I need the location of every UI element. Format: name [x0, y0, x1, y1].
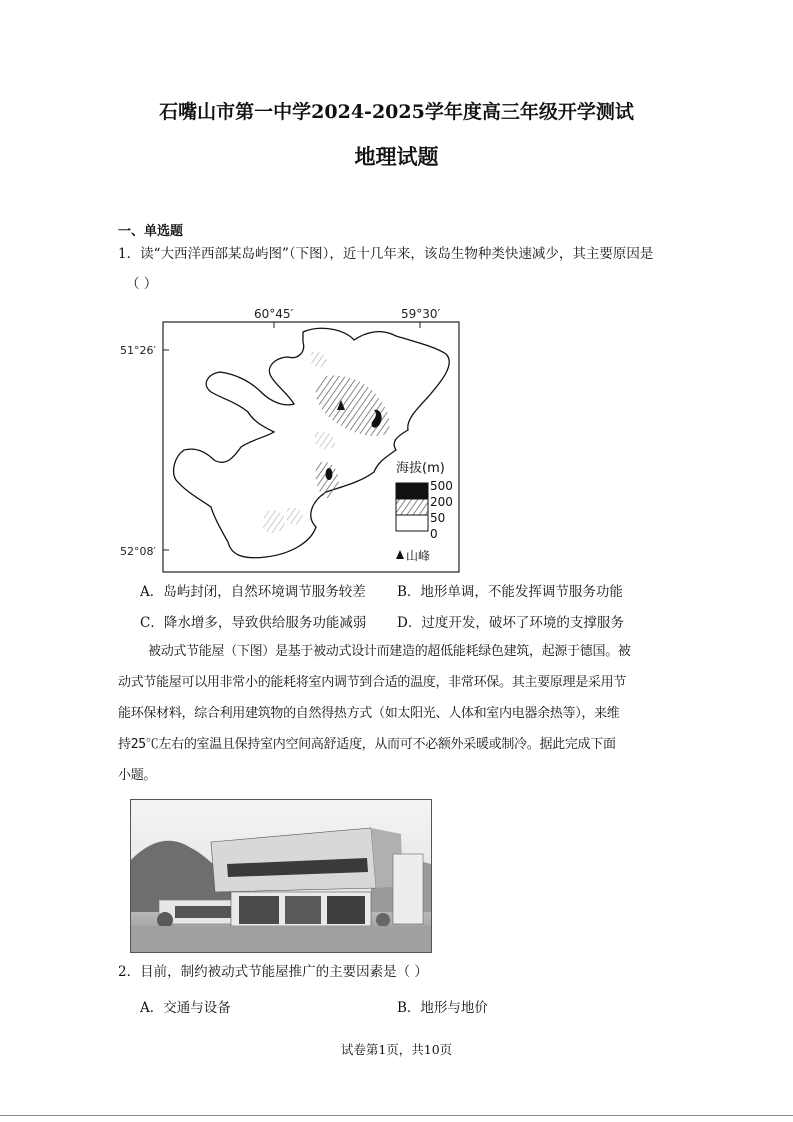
subject-title: 地理试题 [354, 144, 439, 169]
page-footer: 试卷第1页，共10页 [340, 1042, 453, 1057]
passage-line-3: 能环保材料，综合利用建筑物的自然得热方式（如太阳光、人体和室内电器余热等），来维 [118, 706, 620, 721]
lat-label-top: 51°26′ [120, 344, 156, 357]
summit-black-2 [326, 468, 333, 480]
shrub [157, 912, 173, 928]
passage-line-5: 小题。 [118, 768, 157, 783]
passive-house-photo [130, 799, 432, 953]
legend-level-50: 50 [430, 511, 446, 525]
lat-label-bottom: 52°08′ [120, 545, 156, 558]
legend-peak-label: 山峰 [406, 549, 431, 563]
page-bottom-rule [0, 1115, 793, 1116]
legend-swatch-200 [396, 499, 428, 515]
passage-line-1: 被动式节能屋（下图）是基于被动式设计而建造的超低能耗绿色建筑，起源于德国。被 [148, 644, 631, 659]
map-legend [392, 454, 454, 563]
exam-title: 石嘴山市第一中学2024-2025学年度高三年级开学测试 [159, 101, 634, 123]
legend-level-500: 500 [430, 479, 453, 493]
q2-option-b[interactable]: B．地形与地价 [397, 1000, 488, 1016]
legend-level-0: 0 [430, 527, 438, 541]
lon-label-right: 59°30′ [401, 307, 441, 321]
legend-title: 海拔(m) [396, 461, 445, 476]
side-building [393, 854, 423, 924]
question-2-stem: 2．目前，制约被动式节能屋推广的主要因素是（ ） [118, 964, 428, 980]
passage-line-4: 持25℃左右的室温且保持室内空间高舒适度，从而可不必额外采暖或制冷。据此完成下面 [118, 737, 616, 752]
q2-option-a[interactable]: A．交通与设备 [140, 1000, 231, 1016]
legend-peak-icon [396, 550, 404, 559]
legend-swatch-500 [396, 483, 428, 499]
q1-option-c[interactable]: C．降水增多，导致供给服务功能减弱 [140, 615, 367, 631]
q1-option-b[interactable]: B．地形单调，不能发挥调节服务功能 [397, 584, 623, 600]
legend-level-200: 200 [430, 495, 453, 509]
section-heading: 一、单选题 [118, 224, 184, 239]
island-map [116, 302, 476, 582]
q1-option-a[interactable]: A．岛屿封闭，自然环境调节服务较差 [140, 584, 366, 600]
question-1-blank: （ ） [126, 276, 158, 292]
question-1-stem: 1．读“大西洋西部某岛屿图”（下图），近十几年来，该岛生物种类快速减少，其主要原因是 [118, 246, 654, 262]
legend-swatch-50 [396, 515, 428, 531]
passage-line-2: 动式节能屋可以用非常小的能耗将室内调节到合适的温度，非常环保。其主要原理是采用节 [118, 675, 627, 690]
lon-label-left: 60°45′ [254, 307, 294, 321]
q1-option-d[interactable]: D．过度开发，破坏了环境的支撑服务 [397, 615, 624, 631]
